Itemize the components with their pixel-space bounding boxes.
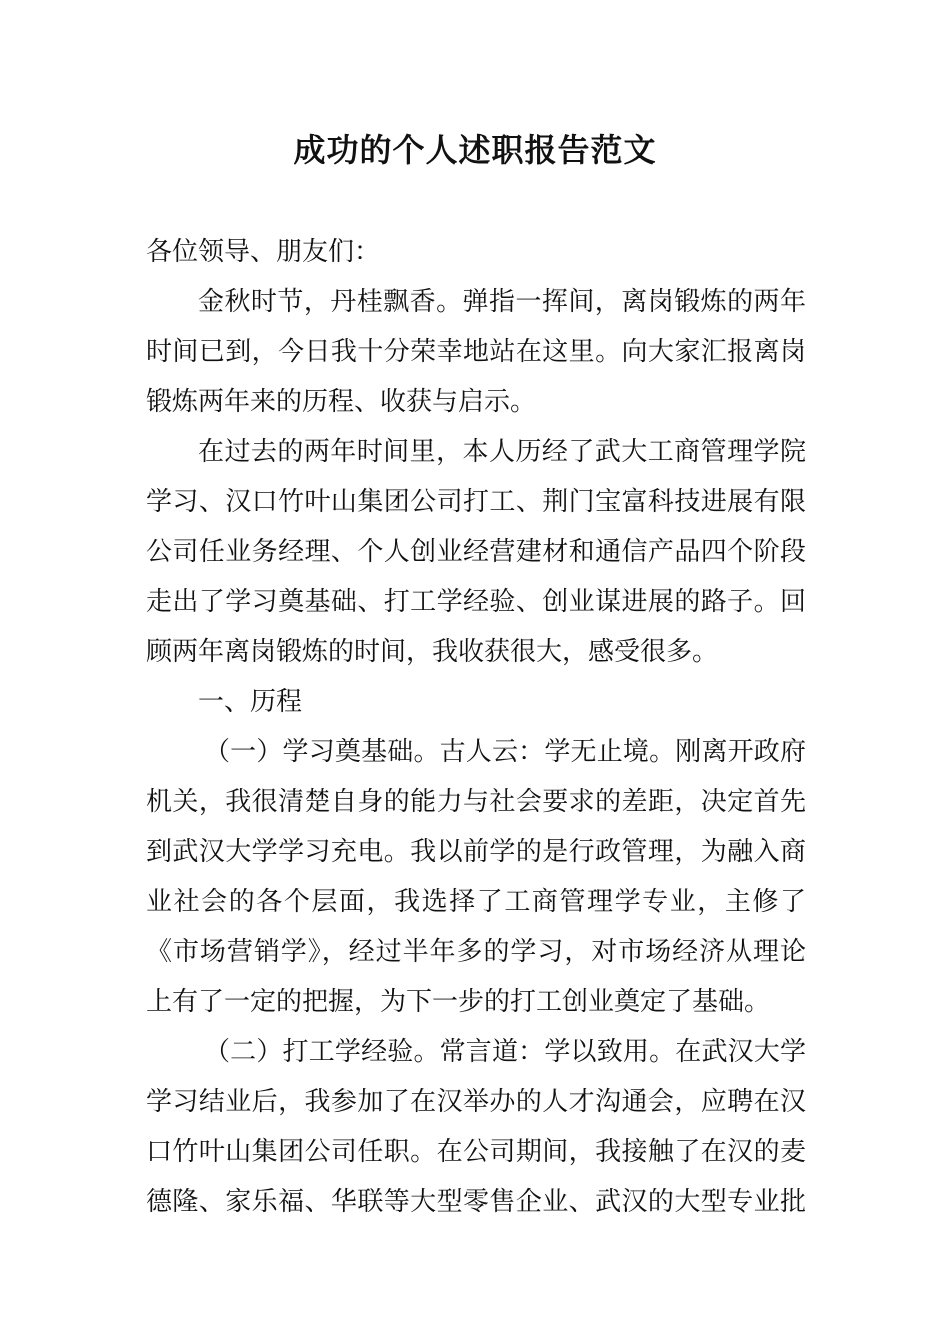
text-line: 一、历程 <box>198 687 303 717</box>
text-line: 学习结业后，我参加了在汉举办的人才沟通会，应聘在汉 <box>146 1087 806 1117</box>
text-line: 到武汉大学学习充电。我以前学的是行政管理，为融入商 <box>146 837 806 867</box>
text-line: 德隆、家乐福、华联等大型零售企业、武汉的大型专业批 <box>146 1187 806 1217</box>
text-line: 学习、汉口竹叶山集团公司打工、荆门宝富科技进展有限 <box>146 487 806 517</box>
text-line: 锻炼两年来的历程、收获与启示。 <box>146 387 537 417</box>
text-line: 口竹叶山集团公司任职。在公司期间，我接触了在汉的麦 <box>146 1137 806 1167</box>
text-line: 《市场营销学》，经过半年多的学习，对市场经济从理论 <box>146 937 806 967</box>
text-line: （一）学习奠基础。古人云：学无止境。刚离开政府 <box>204 737 806 767</box>
document-body <box>146 227 806 1227</box>
text-line: 走出了学习奠基础、打工学经验、创业谋进展的路子。回 <box>146 587 806 617</box>
text-line: 顾两年离岗锻炼的时间，我收获很大，感受很多。 <box>146 637 719 667</box>
text-line: 机关，我很清楚自身的能力与社会要求的差距，决定首先 <box>146 787 806 817</box>
document-title: 成功的个人述职报告范文 <box>293 131 657 169</box>
text-line: 上有了一定的把握，为下一步的打工创业奠定了基础。 <box>146 987 771 1017</box>
text-line: 在过去的两年时间里，本人历经了武大工商管理学院 <box>198 437 806 467</box>
text-line: 金秋时节，丹桂飘香。弹指一挥间，离岗锻炼的两年 <box>198 287 806 317</box>
text-line: 各位领导、朋友们： <box>146 237 381 267</box>
text-line: 公司任业务经理、个人创业经营建材和通信产品四个阶段 <box>146 537 806 567</box>
text-line: （二）打工学经验。常言道：学以致用。在武汉大学 <box>204 1037 806 1067</box>
text-line: 时间已到，今日我十分荣幸地站在这里。向大家汇报离岗 <box>146 337 806 367</box>
text-line: 业社会的各个层面，我选择了工商管理学专业，主修了 <box>146 887 806 917</box>
